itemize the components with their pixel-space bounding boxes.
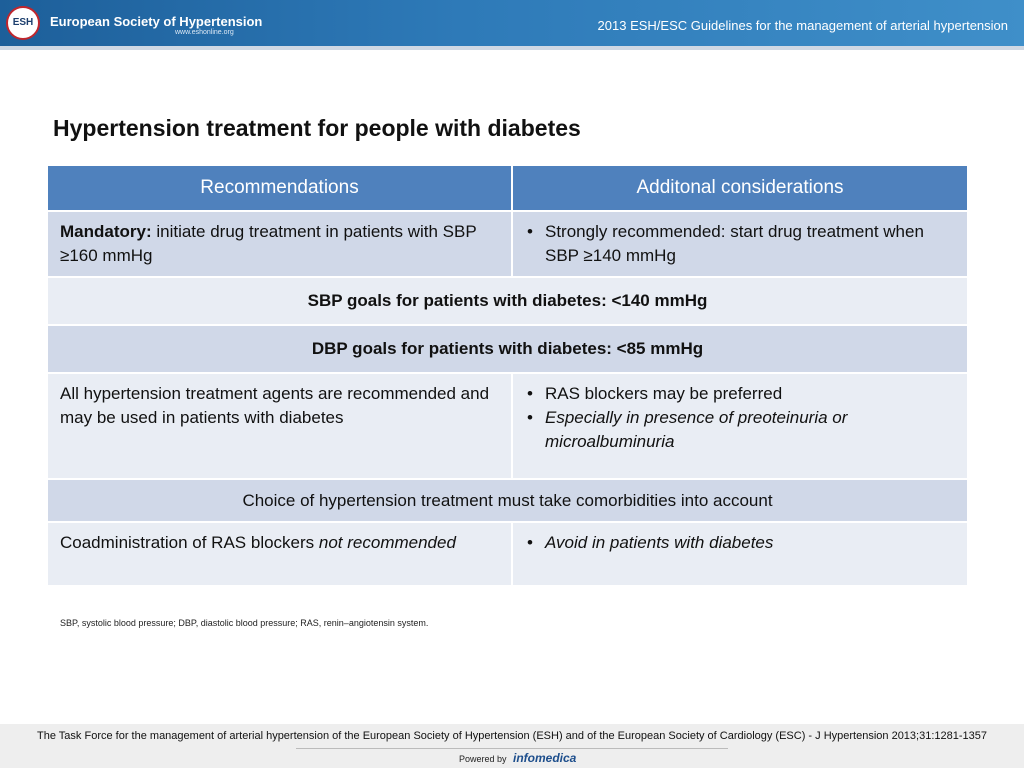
header-divider	[0, 46, 1024, 50]
bullet-list	[525, 382, 955, 454]
dbp-goal-cell: DBP goals for patients with diabetes: <85 mmHg	[47, 325, 968, 373]
footer-divider	[296, 748, 728, 749]
table-row	[47, 211, 968, 277]
table-cell	[512, 211, 968, 277]
powered-by-label: Powered by	[459, 754, 507, 764]
bullet-icon: •	[527, 408, 533, 427]
footer-citation: The Task Force for the management of arterial hypertension of the European Society of Hypertension (ESH) and of the European Society of Cardiology (ESC) - J Hypertension 2013;31:1281-1357	[37, 730, 987, 742]
table-cell	[512, 373, 968, 479]
org-name: European Society of Hypertension	[50, 14, 263, 29]
table-cell	[47, 211, 512, 277]
abbreviations-note: SBP, systolic blood pressure; DBP, diastolic blood pressure; RAS, renin–angiotensin system.	[60, 618, 429, 628]
sbp-goal-cell: SBP goals for patients with diabetes: <140 mmHg	[47, 277, 968, 325]
bullet-icon: •	[527, 533, 533, 552]
cell-text-italic: not recommended	[318, 533, 456, 552]
column-header-recommendations: Recommendations	[47, 165, 512, 211]
page-title: Hypertension treatment for people with diabetes	[53, 115, 581, 141]
list-item	[525, 382, 955, 406]
table-row	[47, 479, 968, 522]
list-item-text: RAS blockers may be preferred	[545, 384, 783, 403]
recommendations-table	[46, 164, 969, 587]
list-item	[525, 531, 955, 555]
bullet-icon: •	[527, 222, 533, 241]
list-item	[525, 406, 955, 454]
cell-text: Coadministration of RAS blockers	[60, 533, 319, 552]
bullet-icon: •	[527, 384, 533, 403]
infomedica-logo: infomedica	[513, 751, 577, 765]
table-header-row	[47, 165, 968, 211]
cell-text: initiate drug treatment in patients with SBP ≥160 mmHg	[60, 222, 477, 265]
mandatory-label: Mandatory:	[60, 222, 152, 241]
org-url: www.eshonline.org	[175, 29, 234, 36]
guideline-title: 2013 ESH/ESC Guidelines for the management of arterial hypertension	[597, 18, 1008, 33]
table-cell: All hypertension treatment agents are recommended and may be used in patients with diabetes	[47, 373, 512, 479]
table-cell	[512, 522, 968, 586]
list-item-text: Avoid in patients with diabetes	[545, 533, 774, 552]
list-item-text: Strongly recommended: start drug treatment when SBP ≥140 mmHg	[545, 222, 924, 265]
table-row	[47, 325, 968, 373]
table-row	[47, 522, 968, 586]
esh-logo-icon	[6, 6, 40, 40]
column-header-considerations: Additonal considerations	[512, 165, 968, 211]
logo-text: ESH	[12, 17, 34, 28]
table-cell	[47, 522, 512, 586]
list-item	[525, 220, 955, 268]
table-row	[47, 373, 968, 479]
table-row	[47, 277, 968, 325]
comorbidity-cell: Choice of hypertension treatment must take comorbidities into account	[47, 479, 968, 522]
list-item-text: Especially in presence of preoteinuria or microalbuminuria	[545, 408, 848, 451]
bullet-list	[525, 220, 955, 268]
bullet-list	[525, 531, 955, 555]
